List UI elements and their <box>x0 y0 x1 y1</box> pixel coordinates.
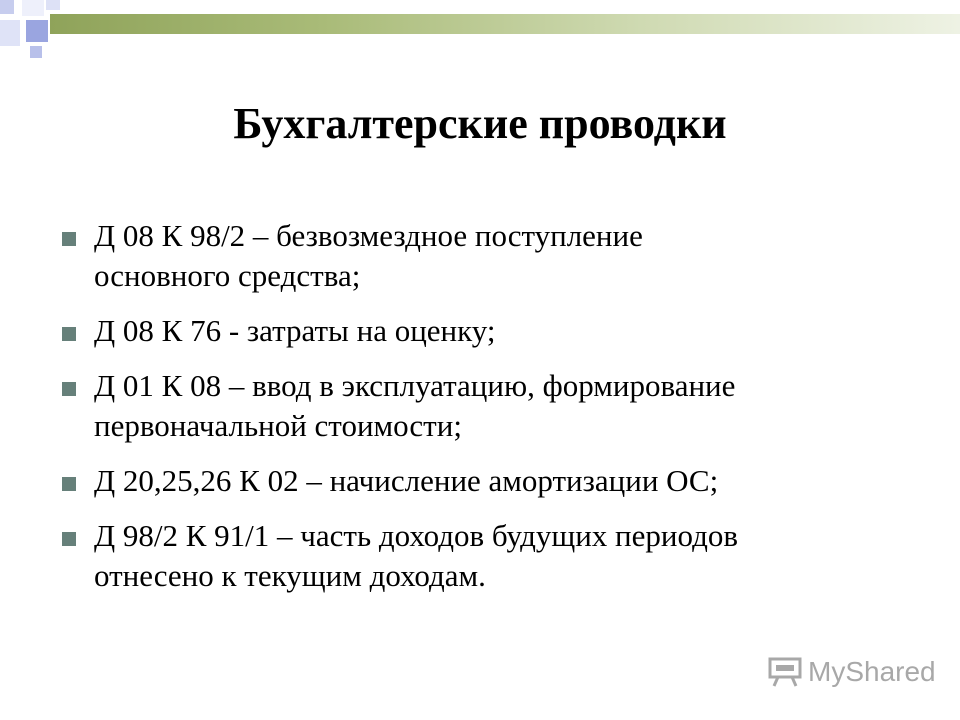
bullet-list <box>60 216 920 611</box>
bullet-line: Д 20,25,26 К 02 – начисление амортизации ОС; <box>94 463 719 498</box>
watermark-text: MyShared <box>808 656 936 687</box>
bullet-line: отнесено к текущим доходам. <box>94 558 486 593</box>
decor-square <box>0 0 14 14</box>
square-bullet-icon <box>62 232 76 246</box>
bullet-item-1 <box>60 216 920 296</box>
presentation-board-icon <box>768 657 802 687</box>
bullet-item-2 <box>60 311 920 351</box>
bullet-line: основного средства; <box>94 258 361 293</box>
bullet-item-5 <box>60 516 920 596</box>
decor-square <box>46 0 60 10</box>
bullet-line: Д 08 К 98/2 – безвозмездное поступление <box>94 218 643 253</box>
watermark <box>768 654 936 690</box>
bullet-line: Д 98/2 К 91/1 – часть доходов будущих периодов <box>94 518 739 553</box>
decor-square <box>30 46 42 58</box>
bullet-line: Д 01 К 08 – ввод в эксплуатацию, формирование <box>94 368 736 403</box>
bullet-item-3 <box>60 366 920 446</box>
bullet-line: первоначальной стоимости; <box>94 408 462 443</box>
slide-title: Бухгалтерские проводки <box>233 99 727 148</box>
decor-square <box>22 0 44 16</box>
decor-square <box>0 20 20 46</box>
header-gradient-bar <box>50 14 960 34</box>
square-bullet-icon <box>62 382 76 396</box>
square-bullet-icon <box>62 327 76 341</box>
decor-square <box>26 20 48 42</box>
bullet-item-4 <box>60 461 920 501</box>
square-bullet-icon <box>62 477 76 491</box>
square-bullet-icon <box>62 532 76 546</box>
bullet-line: Д 08 К 76 - затраты на оценку; <box>94 313 496 348</box>
